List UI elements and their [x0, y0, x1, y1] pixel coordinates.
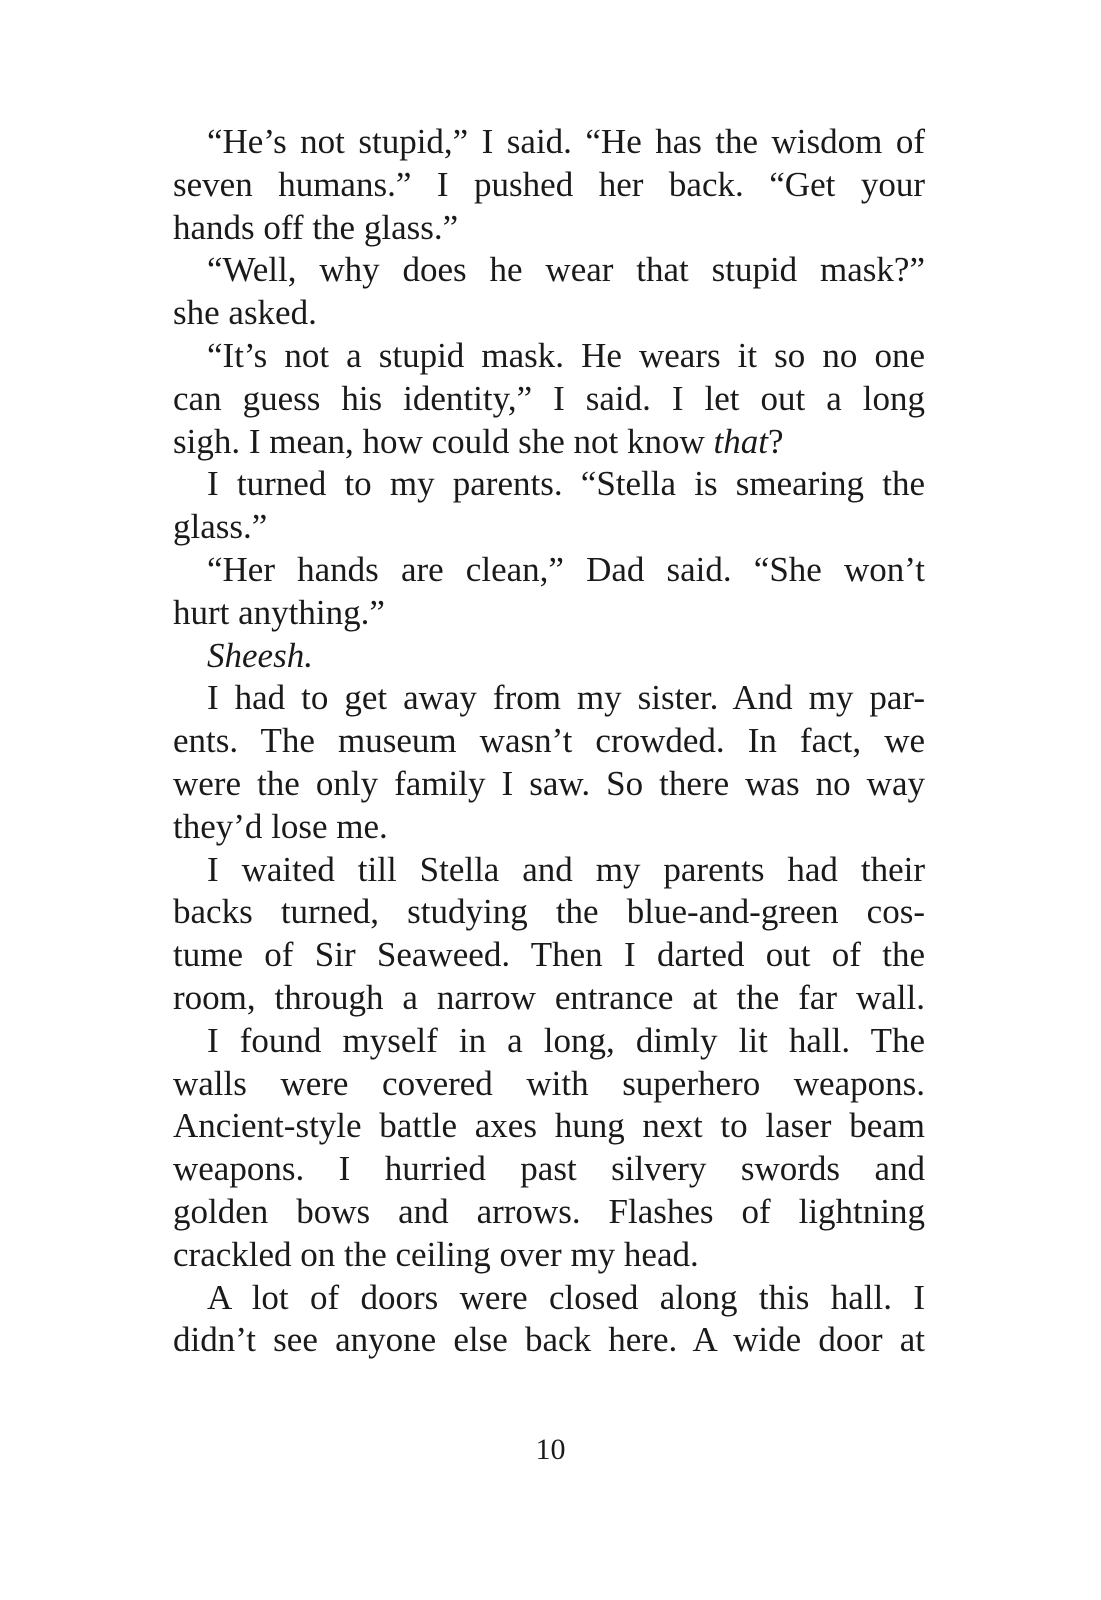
emphasis-line: Sheesh.: [207, 635, 313, 675]
text-line: “Her hands are clean,” Dad said. “She won’t: [207, 549, 925, 589]
text-line: seven humans.” I pushed her back. “Get your: [173, 164, 925, 204]
text-line: didn’t see anyone else back here. A wide door at: [173, 1320, 925, 1360]
text-line: walls were covered with superhero weapons.: [173, 1063, 925, 1103]
text-line: backs turned, studying the blue-and-green cos-: [173, 892, 925, 932]
text-line: “Well, why does he wear that stupid mask?”: [207, 250, 925, 290]
text-run: ?: [767, 421, 784, 461]
text-line: I turned to my parents. “Stella is smearing the: [207, 464, 925, 504]
text-line: room, through a narrow entrance at the far wall.: [173, 977, 925, 1017]
text-run: sigh. I mean, how could she not know: [173, 421, 714, 461]
text-line: hurt anything.”: [173, 592, 385, 632]
text-line: they’d lose me.: [173, 806, 388, 846]
text-line: golden bows and arrows. Flashes of lightning: [173, 1191, 925, 1231]
text-line: hands off the glass.”: [173, 207, 459, 247]
text-line: ents. The museum wasn’t crowded. In fact, we: [173, 721, 925, 761]
text-line: I waited till Stella and my parents had their: [207, 849, 925, 889]
text-line: she asked.: [173, 293, 317, 333]
text-line: were the only family I saw. So there was no way: [173, 763, 925, 803]
body-text: [173, 121, 925, 1362]
text-line: “He’s not stupid,” I said. “He has the wisdom of: [207, 122, 925, 161]
text-line: I had to get away from my sister. And my par-: [207, 678, 925, 718]
text-line: [173, 421, 925, 464]
emphasis-text: that: [713, 421, 768, 461]
text-line: can guess his identity,” I said. I let out a long: [173, 378, 925, 418]
text-line: A lot of doors were closed along this hall. I: [207, 1277, 925, 1317]
text-line: weapons. I hurried past silvery swords and: [173, 1149, 925, 1189]
text-line: Ancient-style battle axes hung next to laser beam: [173, 1106, 925, 1146]
text-line: I found myself in a long, dimly lit hall. The: [207, 1020, 925, 1060]
text-line: “It’s not a stupid mask. He wears it so no one: [207, 335, 925, 375]
text-line: crackled on the ceiling over my head.: [173, 1234, 699, 1274]
page-number: 10: [535, 1433, 566, 1466]
text-line: glass.”: [173, 507, 268, 547]
text-line: tume of Sir Seaweed. Then I darted out of the: [173, 935, 925, 975]
